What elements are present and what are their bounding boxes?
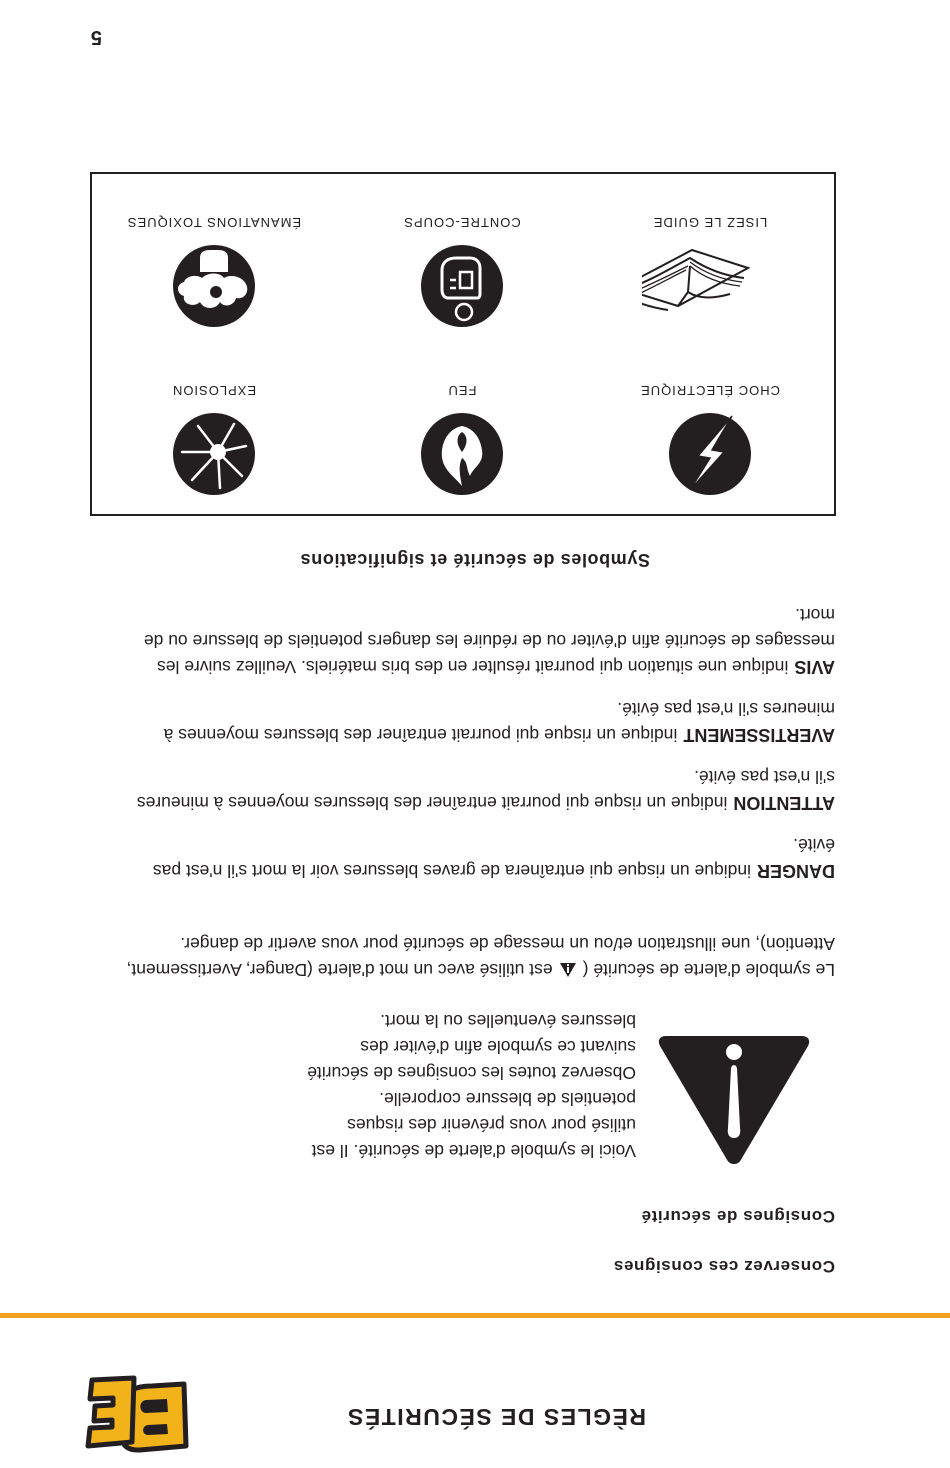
symbol-cell-fire — [338, 344, 586, 514]
safety-instructions-heading: Consignes de sécurité — [641, 1207, 835, 1226]
symbol-label: FEU — [447, 383, 477, 398]
notice-keyword: AVIS — [794, 657, 835, 677]
symbol-cell-read-guide — [586, 176, 834, 346]
alert-symbol-paragraph — [115, 931, 835, 983]
symbol-label: EXPLOSION — [171, 383, 257, 398]
symbols-title: Symboles de sécurité et significations — [300, 550, 650, 570]
warning-text: indique un risque qui pourrait entraîner des blessures moyennes à mineures s'il n'est pas évité. — [163, 699, 835, 745]
intro-paragraph: Voici le symbole d'alerte de sécurité. Il est utilisé pour vous prévenir des risques potentiels de blessure corporelle. Observez toutes les consignes de sécurité suivant ce symbole afin d'éviter des blessures éventuelles ou la mort. — [307, 1011, 636, 1161]
page-number: 5 — [90, 26, 102, 48]
danger-keyword: DANGER — [756, 861, 835, 881]
symbol-cell-explosion — [90, 344, 338, 514]
alert-symbol-text-after: est utilisé avec un mot d'alerte (Danger, Avertissement, Attention), une illustration et/ou un message de sécurité pour vous avertir de danger. — [126, 934, 835, 980]
symbol-cell-electric-shock — [586, 344, 834, 514]
warning-keyword: AVERTISSEMENT — [683, 725, 835, 745]
symbol-label: LISEZ LE GUIDE — [652, 215, 768, 230]
book-icon — [642, 244, 778, 328]
page-header — [0, 1312, 950, 1468]
kickback-icon — [420, 244, 504, 328]
lightning-icon — [668, 412, 752, 496]
brand-logo — [82, 1366, 192, 1456]
alert-symbol-text-before: Le symbole d'alerte de sécurité ( — [582, 960, 835, 980]
attention-keyword: ATTENTION — [733, 793, 835, 813]
explosion-icon — [172, 412, 256, 496]
symbol-label: ÉMANATIONS TOXIQUES — [126, 215, 302, 230]
symbol-cell-toxic-fumes — [90, 176, 338, 346]
notice-paragraph — [115, 602, 835, 680]
fire-icon — [420, 412, 504, 496]
danger-paragraph — [115, 832, 835, 884]
warning-paragraph — [115, 696, 835, 748]
toxic-fumes-icon — [172, 244, 256, 328]
symbols-grid — [90, 172, 836, 516]
attention-text: indique un risque qui pourrait entraîner des blessures moyennes à mineures s'il n'est pas évité. — [136, 767, 835, 813]
attention-paragraph — [115, 764, 835, 816]
symbol-label: CHOC ÉLECTRIQUE — [640, 383, 780, 398]
symbol-label: CONTRE-COUPS — [403, 215, 521, 230]
notice-text: indique une situation qui pourrait résulter en des bris matériels. Veuillez suivre les messages de sécurité afin d'éviter ou de réduire les dangers potentiels de blessure ou de mort. — [143, 605, 835, 677]
danger-text: indique un risque qui entraînera de graves blessures voir la mort s'il n'est pas évité. — [152, 835, 835, 881]
inline-alert-icon — [559, 962, 577, 978]
safety-alert-icon — [656, 1032, 812, 1168]
symbol-cell-kickback — [338, 176, 586, 346]
save-instructions-heading: Conservez ces consignes — [613, 1257, 835, 1276]
page-title: RÈGLES DE SÉCURITÉS — [346, 1404, 646, 1430]
accent-rule — [0, 1313, 950, 1318]
